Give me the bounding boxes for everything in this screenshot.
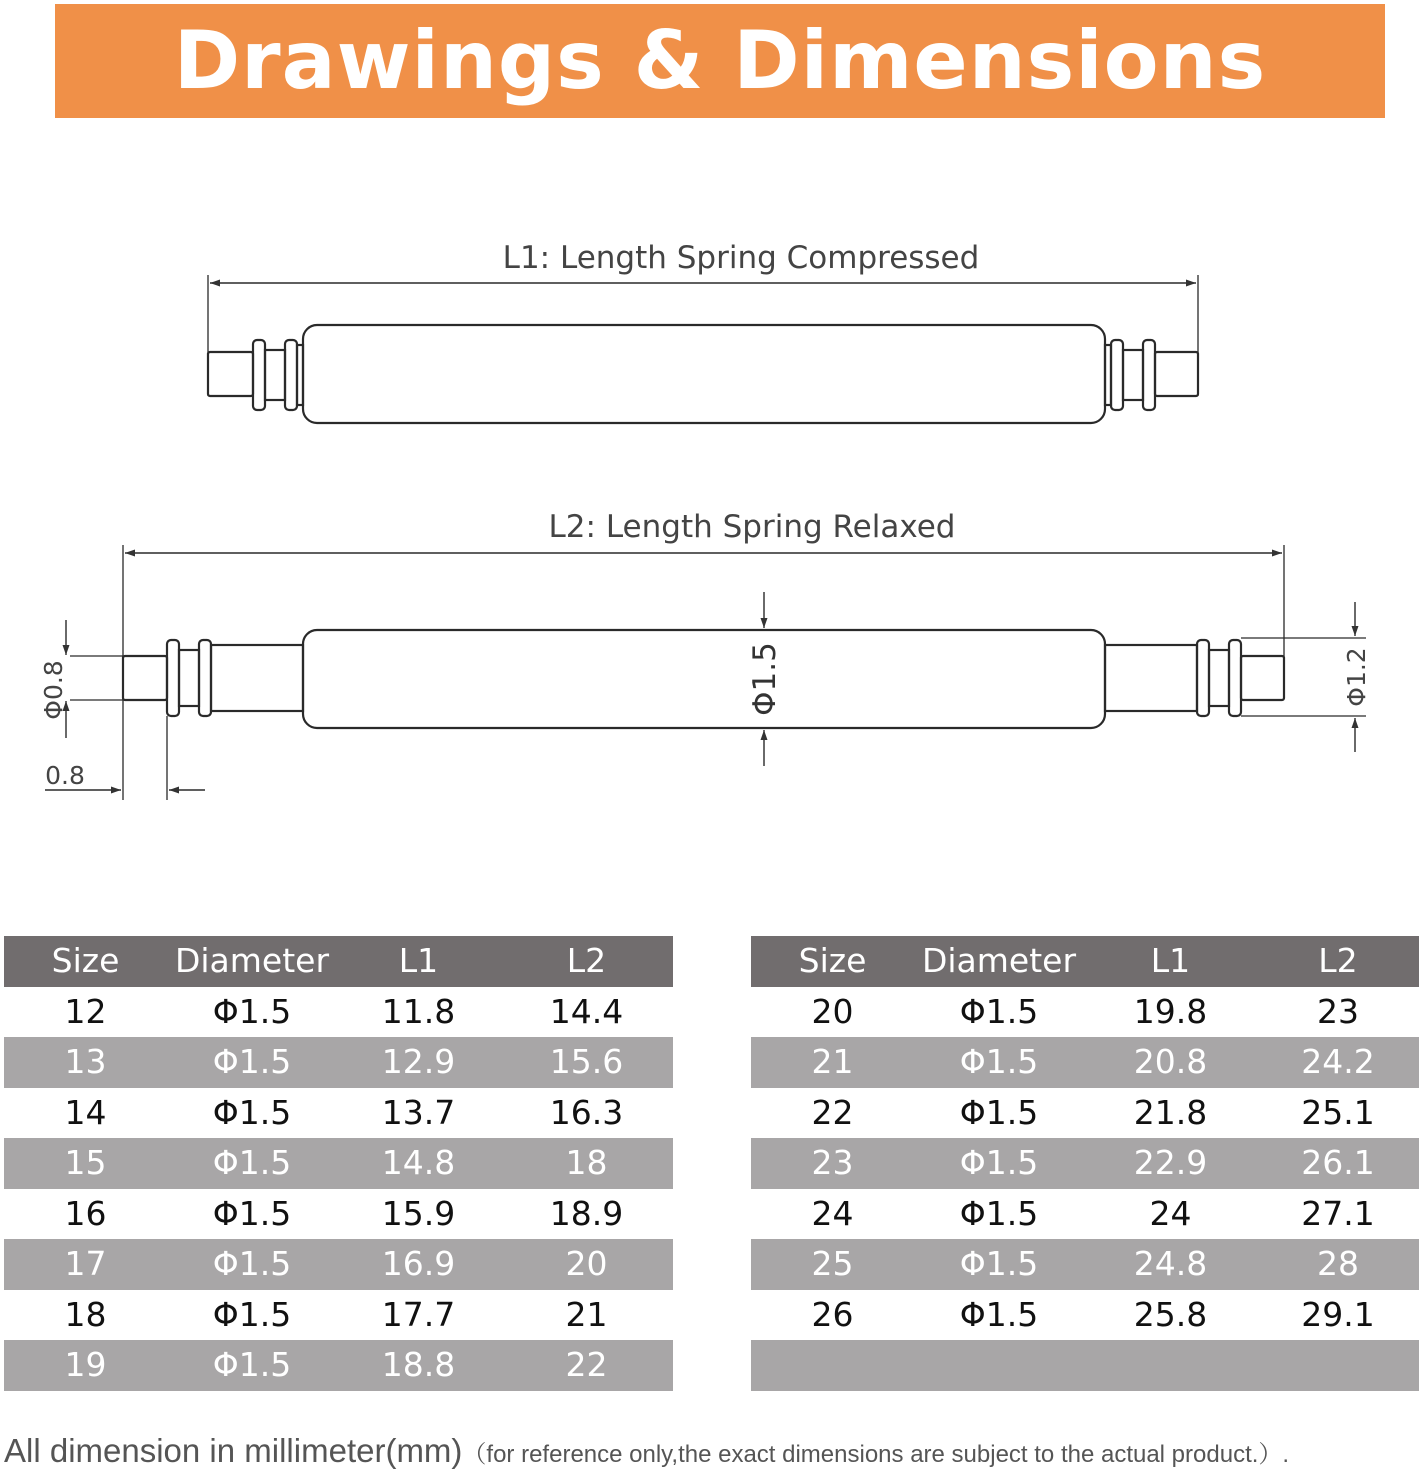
cell-diameter: Φ1.5 [167,1189,337,1240]
table-row [4,1037,673,1088]
table-row [751,1239,1419,1290]
header-l2: L2 [1257,936,1419,987]
table-row [751,1088,1419,1139]
compressed-spring-bar [208,275,1198,423]
cell-size: 22 [751,1088,914,1139]
header-size: Size [751,936,914,987]
cell-l1: 14.8 [337,1138,500,1189]
table-row [751,1189,1419,1240]
cell-l2 [1257,1340,1419,1391]
cell-diameter: Φ1.5 [167,1037,337,1088]
cell-l2: 16.3 [500,1088,673,1139]
cell-l1: 21.8 [1084,1088,1257,1139]
cell-l1: 16.9 [337,1239,500,1290]
cell-size [751,1340,914,1391]
cell-size: 16 [4,1189,167,1240]
cell-size: 15 [4,1138,167,1189]
cell-size: 26 [751,1290,914,1341]
cell-size: 25 [751,1239,914,1290]
cell-l1 [1084,1340,1257,1391]
cell-diameter: Φ1.5 [167,1138,337,1189]
table-row [4,1340,673,1391]
cell-diameter [914,1340,1084,1391]
cell-l1: 17.7 [337,1290,500,1341]
table-row [4,987,673,1038]
page-title: Drawings & Dimensions [173,14,1267,107]
table-row [751,987,1419,1038]
cell-diameter: Φ1.5 [914,1189,1084,1240]
footer-units: All dimension in millimeter(mm) [4,1432,463,1469]
cell-l2: 18 [500,1138,673,1189]
l1-label: L1: Length Spring Compressed [502,240,980,276]
header-l2: L2 [500,936,673,987]
table-row [751,1138,1419,1189]
cell-l1: 13.7 [337,1088,500,1139]
cell-l2: 28 [1257,1239,1419,1290]
footer-note [4,1432,1289,1470]
cell-diameter: Φ1.5 [914,1290,1084,1341]
header-diameter: Diameter [167,936,337,987]
cell-size: 23 [751,1138,914,1189]
cell-diameter: Φ1.5 [167,1290,337,1341]
cell-l2: 26.1 [1257,1138,1419,1189]
cell-l2: 24.2 [1257,1037,1419,1088]
table-row [751,1290,1419,1341]
cell-l2: 15.6 [500,1037,673,1088]
cell-diameter: Φ1.5 [914,1239,1084,1290]
table-row [751,1340,1419,1391]
cell-size: 21 [751,1037,914,1088]
cell-l1: 15.9 [337,1189,500,1240]
cell-l2: 20 [500,1239,673,1290]
header-size: Size [4,936,167,987]
cell-size: 24 [751,1189,914,1240]
cell-l2: 29.1 [1257,1290,1419,1341]
cell-l1: 19.8 [1084,987,1257,1038]
cell-l1: 24.8 [1084,1239,1257,1290]
cell-l1: 12.9 [337,1037,500,1088]
cell-l2: 18.9 [500,1189,673,1240]
cell-size: 12 [4,987,167,1038]
table-row [4,1189,673,1240]
cell-diameter: Φ1.5 [167,1088,337,1139]
relaxed-spring-bar [45,545,1366,800]
size-table-right [751,936,1419,1391]
table-row [4,1138,673,1189]
cell-l1: 11.8 [337,987,500,1038]
cell-l1: 20.8 [1084,1037,1257,1088]
cell-l1: 25.8 [1084,1290,1257,1341]
cell-l2: 21 [500,1290,673,1341]
cell-size: 17 [4,1239,167,1290]
cell-size: 20 [751,987,914,1038]
table-header-row [4,936,673,987]
l2-label: L2: Length Spring Relaxed [548,509,956,545]
cell-size: 13 [4,1037,167,1088]
tip-length-label: 0.8 [45,761,85,790]
body-diameter-label: Φ1.5 [747,642,783,716]
header-diameter: Diameter [914,936,1084,987]
cell-diameter: Φ1.5 [167,987,337,1038]
cell-diameter: Φ1.5 [914,1138,1084,1189]
cell-l2: 14.4 [500,987,673,1038]
l1-barrel [303,325,1105,423]
cell-l1: 22.9 [1084,1138,1257,1189]
cell-diameter: Φ1.5 [167,1239,337,1290]
cell-size: 19 [4,1340,167,1391]
header-l1: L1 [337,936,500,987]
cell-l1: 24 [1084,1189,1257,1240]
l2-barrel [303,630,1105,728]
table-row [4,1290,673,1341]
cell-l2: 27.1 [1257,1189,1419,1240]
cell-l2: 25.1 [1257,1088,1419,1139]
tip-diameter-label: Φ0.8 [39,660,68,720]
footer-disclaimer: （for reference only,the exact dimensions are subject to the actual product.）. [462,1441,1290,1468]
cell-l1: 18.8 [337,1340,500,1391]
cell-diameter: Φ1.5 [914,987,1084,1038]
table-header-row [751,936,1419,987]
cell-size: 14 [4,1088,167,1139]
table-row [4,1239,673,1290]
cell-diameter: Φ1.5 [914,1088,1084,1139]
cell-diameter: Φ1.5 [167,1340,337,1391]
cell-size: 18 [4,1290,167,1341]
right-diameter-label: Φ1.2 [1342,647,1371,707]
size-table-left [4,936,673,1391]
table-row [751,1037,1419,1088]
cell-diameter: Φ1.5 [914,1037,1084,1088]
table-row [4,1088,673,1139]
cell-l2: 22 [500,1340,673,1391]
cell-l2: 23 [1257,987,1419,1038]
header-l1: L1 [1084,936,1257,987]
